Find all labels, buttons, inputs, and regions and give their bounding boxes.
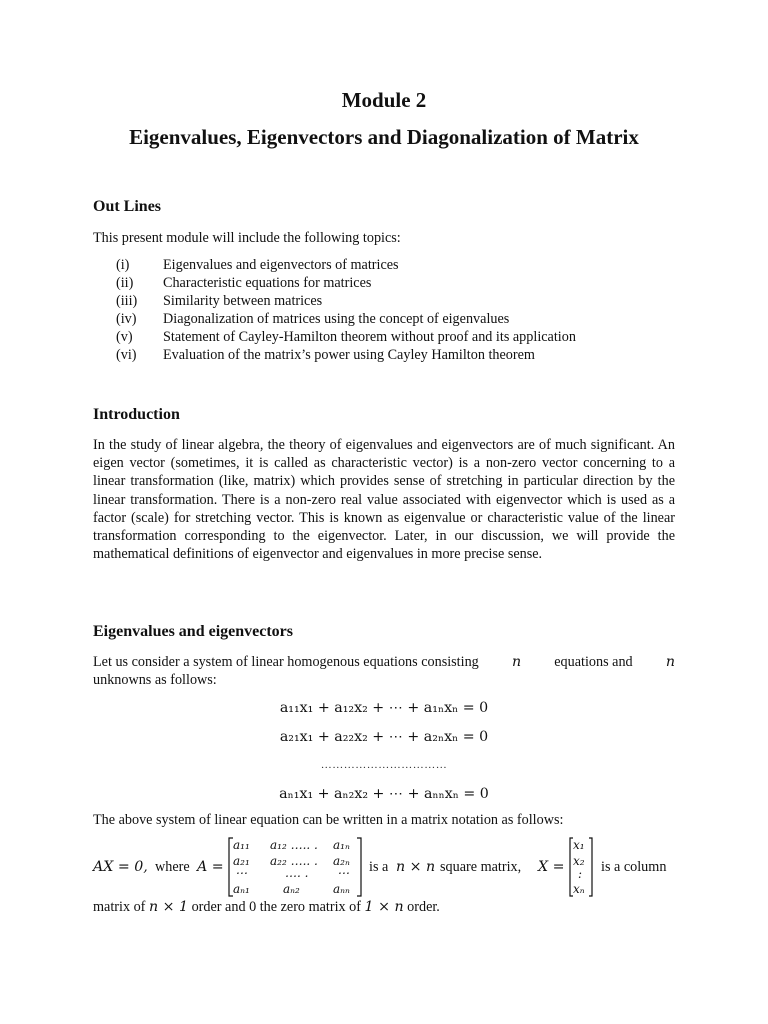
is-column-text: is a column <box>601 859 667 875</box>
list-item <box>116 292 676 310</box>
equation-ellipsis: …………………………… <box>320 759 448 771</box>
list-item-text: Evaluation of the matrix’s power using Cayley Hamilton theorem <box>163 347 535 364</box>
list-item <box>116 310 676 328</box>
eigen-para1-mid: equations and <box>554 654 633 670</box>
page-title: Eigenvalues, Eigenvectors and Diagonalization of Matrix <box>129 125 639 149</box>
eigen-para1-start: Let us consider a system of linear homogenous equations consisting <box>93 654 479 670</box>
matrix-a-cell: a₂₂ ….. . <box>270 854 318 868</box>
list-item-number: (iii) <box>116 293 138 310</box>
matrix-a-cell: ⋯ <box>235 866 247 880</box>
equation-1: a₁₁x₁ + a₁₂x₂ + ⋯ + a₁ₙxₙ = 0 <box>279 700 489 716</box>
a-equals: A = <box>197 859 224 875</box>
n-by-1: n × 1 <box>148 899 189 915</box>
last-text-c: order. <box>407 899 440 915</box>
equation-2: a₂₁x₁ + a₂₂x₂ + ⋯ + a₂ₙxₙ = 0 <box>279 729 489 745</box>
var-n: n <box>665 654 675 670</box>
list-item-text: Eigenvalues and eigenvectors of matrices <box>163 257 399 273</box>
var-n: n <box>511 654 522 670</box>
list-item <box>116 274 676 292</box>
list-item-text: Similarity between matrices <box>163 293 323 310</box>
list-item-text: Statement of Cayley-Hamilton theorem without proof and its application <box>163 329 576 346</box>
eigen-paragraph-3 <box>93 898 675 916</box>
matrix-a-cell: a₁₂ ….. . <box>270 838 318 852</box>
last-text-b: order and 0 the zero matrix of <box>191 899 361 915</box>
list-item-number: (iv) <box>116 311 137 328</box>
list-item <box>116 346 676 364</box>
matrix-x-cell: : <box>578 867 583 881</box>
list-item-number: (vi) <box>116 347 137 364</box>
matrix-a-cell: a₁₁ <box>233 838 250 852</box>
eigen-paragraph-1 <box>93 653 675 689</box>
outlines-heading: Out Lines <box>93 198 162 215</box>
square-matrix-text: square matrix, <box>440 859 522 875</box>
matrix-a-cell: a₂₁ <box>233 854 250 868</box>
matrix-a-cell: ⋯ <box>337 866 349 880</box>
matrix-a-cell: a₂ₙ <box>333 854 350 868</box>
matrix-x <box>568 836 594 898</box>
eigen-para1-end: unknowns as follows: <box>93 672 217 689</box>
matrix-notation-row <box>93 836 683 898</box>
is-a-text: is a <box>369 859 389 875</box>
n-by-n: n × n <box>396 859 436 875</box>
matrix-a-cell: aₙ₁ <box>233 882 250 896</box>
outlines-intro: This present module will include the following topics: <box>93 230 401 246</box>
list-item <box>116 328 676 346</box>
list-item <box>116 256 676 274</box>
matrix-a-cell: …. . <box>285 866 309 880</box>
list-item-number: (ii) <box>116 275 134 292</box>
matrix-a-cell: aₙ₂ <box>283 882 300 896</box>
matrix-x-cell: x₂ <box>573 854 585 868</box>
matrix-a <box>227 836 363 898</box>
eigen-heading: Eigenvalues and eigenvectors <box>93 623 293 640</box>
list-item-text: Diagonalization of matrices using the concept of eigenvalues <box>163 311 510 328</box>
last-text-a: matrix of <box>93 899 146 915</box>
topics-list <box>116 256 676 365</box>
list-item-text: Characteristic equations for matrices <box>163 275 372 292</box>
list-item-number: (v) <box>116 329 133 346</box>
introduction-paragraph: In the study of linear algebra, the theory of eigenvalues and eigenvectors are of much significant. An eigen vector (sometimes, it is called as characteristic vector) is a non-zero vector concerning to a linear transformation (like, matrix) which provides sense of stretching in particular direction by the linear transformation. There is a non-zero real value associated with eigenvector which is used as a factor (scale) for stretching vector. This is known as eigenvalue or characteristic value of the linear transformation corresponding to the eigenvector. Later, in our discussion, we will provide the mathematical definitions of eigenvector and eigenvalues in more precise sense. <box>93 437 675 563</box>
eigen-paragraph-2: The above system of linear equation can be written in a matrix notation as follows: <box>93 812 564 828</box>
one-by-n: 1 × n <box>364 899 404 915</box>
x-equals: X = <box>538 859 565 875</box>
introduction-heading: Introduction <box>93 406 180 423</box>
matrix-x-cell: x₁ <box>573 838 585 852</box>
matrix-x-cell: xₙ <box>573 882 585 896</box>
matrix-a-cell: a₁ₙ <box>333 838 350 852</box>
matrix-a-cell: aₙₙ <box>333 882 350 896</box>
equation-n: aₙ₁x₁ + aₙ₂x₂ + ⋯ + aₙₙxₙ = 0 <box>279 786 489 802</box>
ax-equation: AX = 0, <box>93 859 148 875</box>
where-text: where <box>155 859 190 875</box>
list-item-number: (i) <box>116 257 130 273</box>
module-label: Module 2 <box>341 88 427 112</box>
